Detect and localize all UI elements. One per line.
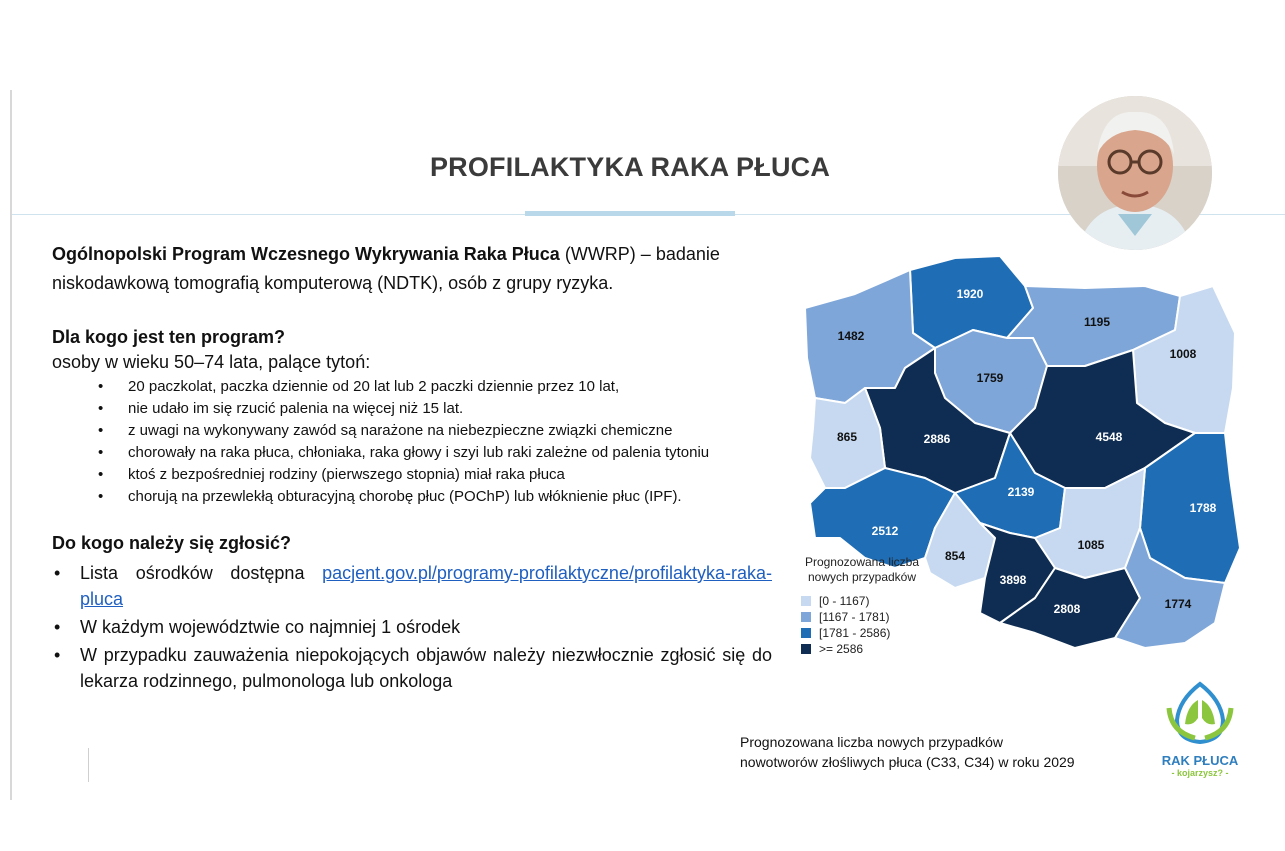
caption-line-2: nowotworów złośliwych płuca (C33, C34) w roku 2029 bbox=[740, 754, 1075, 770]
centers-list-text: Lista ośrodków dostępna bbox=[80, 563, 323, 583]
footer-tick bbox=[88, 748, 89, 782]
slide-title: PROFILAKTYKA RAKA PŁUCA bbox=[429, 152, 831, 182]
eligibility-list bbox=[52, 376, 772, 508]
legend-swatch bbox=[801, 628, 811, 638]
list-item: • 20 paczkolat, paczka dziennie od 20 lat lub 2 paczki dziennie przez 10 lat, bbox=[98, 376, 772, 398]
logo-tagline: - kojarzysz? - bbox=[1171, 768, 1229, 778]
region-label-2512: 2512 bbox=[871, 524, 899, 538]
region-label-2808: 2808 bbox=[1053, 602, 1081, 616]
region-label-1774: 1774 bbox=[1164, 597, 1192, 611]
list-item: • chorują na przewlekłą obturacyjną chorobę płuc (POChP) lub włóknienie płuc (IPF). bbox=[98, 486, 772, 508]
who-subheading: osoby w wieku 50–74 lata, palące tytoń: bbox=[52, 352, 371, 372]
rak-pluca-logo bbox=[1150, 680, 1250, 790]
region-label-854: 854 bbox=[944, 549, 966, 563]
legend-title: Prognozowana liczba nowych przypadków bbox=[804, 555, 920, 584]
region-label-1195: 1195 bbox=[1083, 315, 1111, 329]
legend-label: [1167 - 1781) bbox=[819, 610, 890, 624]
presenter-avatar bbox=[1058, 96, 1212, 250]
where-list bbox=[52, 560, 772, 694]
region-label-1008: 1008 bbox=[1169, 347, 1197, 361]
legend-swatch bbox=[801, 612, 811, 622]
legend-row bbox=[787, 641, 937, 657]
legend-row bbox=[787, 625, 937, 641]
region-label-865: 865 bbox=[836, 430, 858, 444]
legend-row bbox=[787, 609, 937, 625]
list-item: • z uwagi na wykonywany zawód są narażone na niebezpieczne związki chemiczne bbox=[98, 420, 772, 442]
legend-label: [1781 - 2586) bbox=[819, 626, 891, 640]
logo-name: RAK PŁUCA bbox=[1161, 753, 1239, 768]
region-label-2139: 2139 bbox=[1007, 485, 1035, 499]
list-item: • nie udało im się rzucić palenia na więcej niż 15 lat. bbox=[98, 398, 772, 420]
map-caption bbox=[740, 732, 1075, 772]
region-label-1482: 1482 bbox=[837, 329, 865, 343]
centers-link[interactable]: pacjent.gov.pl/programy-profilaktyczne/profilaktyka-raka-pluca bbox=[80, 563, 772, 609]
list-item: • W przypadku zauważenia niepokojących objawów należy niezwłocznie zgłosić się do lekarza rodzinnego, pulmonologa lub onkologa bbox=[52, 642, 772, 694]
program-name: Ogólnopolski Program Wczesnego Wykrywania Raka Płuca bbox=[52, 244, 560, 264]
region-label-1759: 1759 bbox=[976, 371, 1004, 385]
caption-line-1: Prognozowana liczba nowych przypadków bbox=[740, 734, 1004, 750]
region-label-3898: 3898 bbox=[999, 573, 1027, 587]
lungs-hands-icon bbox=[1165, 680, 1235, 746]
where-heading: Do kogo należy się zgłosić? bbox=[52, 533, 292, 553]
content-text bbox=[52, 240, 772, 696]
region-label-4548: 4548 bbox=[1095, 430, 1123, 444]
legend-swatch bbox=[801, 644, 811, 654]
legend-swatch bbox=[801, 596, 811, 606]
list-item bbox=[52, 560, 772, 612]
program-description: (WWRP) – badanie niskodawkową tomografią komputerową (NDTK), osób z grupy ryzyka. bbox=[52, 244, 720, 293]
map-legend bbox=[787, 555, 937, 657]
region-label-2886: 2886 bbox=[923, 432, 951, 446]
region-label-1920: 1920 bbox=[956, 287, 984, 301]
who-heading: Dla kogo jest ten program? bbox=[52, 327, 286, 347]
intro-paragraph bbox=[52, 240, 772, 298]
region-label-1085: 1085 bbox=[1077, 538, 1105, 552]
legend-row bbox=[787, 593, 937, 609]
list-item: • ktoś z bezpośredniej rodziny (pierwszego stopnia) miał raka płuca bbox=[98, 464, 772, 486]
region-label-1788: 1788 bbox=[1189, 501, 1217, 515]
legend-label: [0 - 1167) bbox=[819, 594, 870, 608]
title-accent-bar bbox=[525, 211, 735, 216]
list-item: • chorowały na raka płuca, chłoniaka, raka głowy i szyi lub raki zależne od palenia tytoniu bbox=[98, 442, 772, 464]
list-item: • W każdym województwie co najmniej 1 ośrodek bbox=[52, 614, 772, 640]
slide-left-edge bbox=[10, 90, 12, 800]
legend-label: >= 2586 bbox=[819, 642, 864, 656]
